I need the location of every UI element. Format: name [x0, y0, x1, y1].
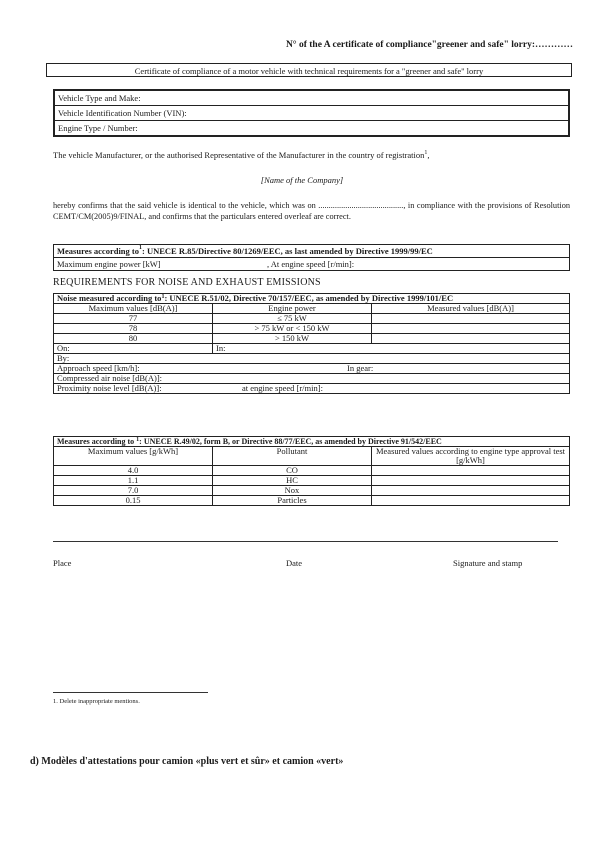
by-field[interactable]: By: [54, 354, 570, 364]
section-d-heading: d) Modèles d'attestations pour camion «plus vert et sûr» et camion «vert» [30, 756, 344, 767]
on-field[interactable]: On: [54, 344, 213, 354]
compressed-air-field[interactable]: Compressed air noise [dB(A)]: [54, 374, 570, 384]
measured-value-cell[interactable] [372, 324, 570, 334]
max-power-field[interactable]: Maximum engine power [kW] , At engine speed [r/min]: [54, 258, 570, 271]
table-header-row [54, 294, 570, 304]
manufacturer-paragraph: The vehicle Manufacturer, or the authorised Representative of the Manufacturer in the country of registration$^1$, [53, 150, 430, 160]
vehicle-info-table [53, 89, 570, 137]
signature-stamp-label: Signature and stamp [453, 558, 523, 568]
engine-measures-table [53, 244, 570, 271]
measured-value-cell[interactable] [372, 314, 570, 324]
table-row [54, 106, 569, 121]
table-row [54, 344, 570, 354]
table-row [54, 374, 570, 384]
table-row: 7.0 Nox [54, 486, 570, 496]
engine-measures-header: Measures according $to^1$: UNECE R.85/Directive 80/1269/EEC, as last amended by Directive 1999/99/EC [54, 245, 570, 258]
measured-value-cell[interactable] [372, 486, 570, 496]
table-row [54, 121, 569, 137]
engine-type-field[interactable]: Engine Type / Number: [54, 121, 569, 137]
table-column-headers [54, 304, 570, 314]
column-header: Measured values [dB(A)] [372, 304, 570, 314]
certificate-title-box: Certificate of compliance of a motor vehicle with technical requirements for a "greener and safe" lorry [46, 63, 572, 77]
requirements-heading: REQUIREMENTS FOR NOISE AND EXHAUST EMISSIONS [53, 277, 321, 288]
measured-value-cell[interactable] [372, 466, 570, 476]
in-field[interactable]: In: [213, 344, 570, 354]
footnote-ref: 1 [424, 150, 428, 156]
column-header: Maximum values [g/kWh] [54, 447, 213, 466]
proximity-noise-field[interactable]: Proximity noise level [dB(A)]: at engine speed [r/min]: [54, 384, 570, 394]
table-row [54, 90, 569, 106]
column-header: Maximum values [dB(A)] [54, 304, 213, 314]
signature-divider [53, 541, 558, 542]
table-header-row [54, 245, 570, 258]
column-header: Measured values according to engine type approval test [g/kWh] [372, 447, 570, 466]
place-label: Place [53, 558, 72, 568]
measured-value-cell[interactable] [372, 476, 570, 486]
table-row: 78 > 75 kW or < 150 kW [54, 324, 570, 334]
table-row: 77 ≤ 75 kW [54, 314, 570, 324]
emissions-table [53, 436, 570, 506]
confirmation-paragraph: hereby confirms that the said vehicle is identical to the vehicle, which was on ........................................., in compliance with the provisions of Resolution CEMT/CM(2005)9/FINAL, and confirms that the particulars entered overleaf are correct. [53, 201, 570, 221]
table-column-headers [54, 447, 570, 466]
table-row: 0.15 Particles [54, 496, 570, 506]
table-row: 1.1 HC [54, 476, 570, 486]
column-header: Engine power [213, 304, 372, 314]
footnote-divider [53, 692, 208, 693]
noise-table [53, 293, 570, 394]
date-label: Date [286, 558, 303, 568]
column-header: Pollutant [213, 447, 372, 466]
approach-speed-field[interactable]: Approach speed [km/h]: In gear: [54, 364, 570, 374]
measured-value-cell[interactable] [372, 334, 570, 344]
table-row: 80 > 150 kW [54, 334, 570, 344]
vehicle-type-field[interactable]: Vehicle Type and Make: [54, 90, 569, 106]
measured-value-cell[interactable] [372, 496, 570, 506]
company-name-placeholder[interactable]: [Name of the Company] [260, 175, 344, 185]
table-row [54, 258, 570, 271]
table-row [54, 384, 570, 394]
table-header-row [54, 437, 570, 447]
footnote: 1. Delete inappropriate mentions. [53, 698, 140, 705]
table-row [54, 354, 570, 364]
vin-field[interactable]: Vehicle Identification Number (VIN): [54, 106, 569, 121]
certificate-number-label: N° of the A certificate of compliance"greener and safe" lorry:………… [285, 40, 573, 50]
emissions-table-header: Measures according to $^1$: UNECE R.49/02, form B, or Directive 88/77/EEC, as amended by Directive 91/542/EEC [54, 437, 570, 447]
table-row [54, 364, 570, 374]
noise-table-header: Noise measured according $to^1$: UNECE R.51/02, Directive 70/157/EEC, as amended by Directive 1999/101/EC [54, 294, 570, 304]
table-row: 4.0 CO [54, 466, 570, 476]
